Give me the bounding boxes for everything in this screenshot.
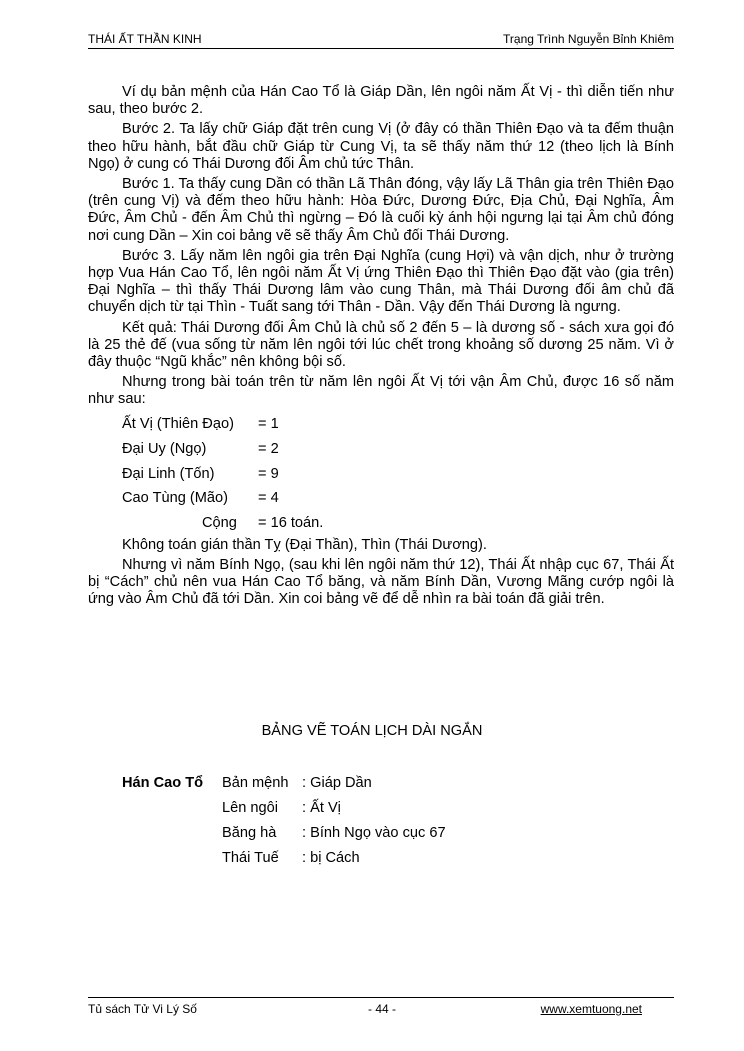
calc-term: Cao Tùng (Mão): [122, 490, 228, 507]
paragraph: Nhưng vì năm Bính Ngọ, (sau khi lên ngôi năm thứ 12), Thái Ất nhập cục 67, Thái Ất bị “Cách” chủ nên vua Hán Cao Tổ băng, và năm Bính Dần, Vương Mãng cướp ngôi là ứng vào Âm Chủ đã tới Dần. Xin coi bảng vẽ để dễ nhìn ra bài toán đã giải trên.: [88, 556, 674, 608]
calc-row: [122, 462, 674, 487]
info-table: [122, 770, 446, 871]
table-title: BẢNG VẼ TOÁN LỊCH DÀI NGẮN: [261, 723, 483, 739]
calc-total-row: [122, 511, 674, 536]
paragraph: Kết quả: Thái Dương đối Âm Chủ là chủ số 2 đến 5 – là dương số - sách xưa gọi đó là 25 thẻ đế (vua sống từ năm lên ngôi tới lúc chết trong khoảng số dương 25 năm. Vì ở đây thuộc “Ngũ khắc” nên không bội số.: [88, 319, 674, 371]
info-value: : Giáp Dần: [302, 774, 372, 791]
calc-row: [122, 437, 674, 462]
paragraph: Ví dụ bản mệnh của Hán Cao Tổ là Giáp Dần, lên ngôi năm Ất Vị - thì diễn tiến như sau, theo bước 2.: [88, 84, 674, 118]
calc-row: [122, 486, 674, 511]
paragraph: Không toán gián thần Tỵ (Đại Thần), Thìn (Thái Dương).: [122, 536, 487, 553]
page-header: [88, 30, 674, 49]
paragraph: Bước 1. Ta thấy cung Dần có thần Lã Thân đóng, vậy lấy Lã Thân gia trên Thiên Đạo (trên cung Vị) và đếm theo hữu hành: Hòa Đức, Dương Đức, Địa Chủ, Đại Nghĩa, Âm Đức, Âm Chủ - đến Âm Chủ thì ngừng – Đó là cuối kỳ ánh hội ngưng lại tại Âm chủ đóng nơi cung Dần – Xin coi bảng vẽ sẽ thấy Âm Chủ đối Thái Dương.: [88, 176, 674, 244]
page-footer: [88, 997, 674, 1020]
paragraph: Bước 2. Ta lấy chữ Giáp đặt trên cung Vị (ở đây có thần Thiên Đạo và ta đếm thuận theo hữu hành, bắt đầu chữ Giáp từ Cung Vị, ta sẽ thấy năm thứ 12 (theo lịch là Bính Ngọ) ở cung có Thái Dương đối Âm chủ tức Thân.: [88, 121, 674, 172]
calc-row: [122, 413, 674, 438]
info-row: [122, 770, 446, 795]
info-label: Thái Tuế: [222, 850, 279, 867]
info-person-name: Hán Cao Tổ: [122, 774, 204, 791]
info-row: [122, 846, 446, 871]
calc-value: = 2: [258, 440, 279, 457]
body-text: [88, 84, 674, 611]
calc-term: Đại Linh (Tốn): [122, 465, 215, 482]
info-row: [122, 820, 446, 845]
info-value: : Ất Vị: [302, 799, 341, 816]
info-row: [122, 795, 446, 820]
page-number: - 44 -: [368, 1002, 397, 1016]
calc-value: = 9: [258, 465, 279, 482]
calc-term: Cộng: [202, 514, 237, 531]
info-label: Băng hà: [222, 824, 277, 841]
info-value: : bị Cách: [302, 850, 360, 867]
footer-series: Tủ sách Tử Vi Lý Số: [88, 1002, 197, 1016]
info-label: Lên ngôi: [222, 799, 278, 816]
paragraph: Nhưng trong bài toán trên từ năm lên ngôi Ất Vị tới vận Âm Chủ, được 16 số năm như sau:: [88, 374, 674, 408]
calc-value: = 4: [258, 490, 279, 507]
calculation-list: [122, 413, 674, 536]
header-author: Trạng Trình Nguyễn Bỉnh Khiêm: [503, 32, 674, 46]
calc-term: Đại Uy (Ngọ): [122, 440, 207, 457]
website-link[interactable]: www.xemtuong.net: [540, 1002, 642, 1016]
paragraph: Bước 3. Lấy năm lên ngôi gia trên Đại Nghĩa (cung Hợi) và vận dịch, như ở trường hợp Vua Hán Cao Tổ, lên ngôi năm Ất Vị ứng Thiên Đạo thì Thiên Đạo đặt vào (gia trên) Đại Nghĩa – thì thấy Thái Dương lâm vào cung Thân, mà Thái Dương đối âm chủ đã chuyển dịch từ tại Thìn - Tuất sang tới Thân - Dần. Vậy đến Thái Dương là ngưng.: [88, 247, 674, 316]
info-label: Bản mệnh: [222, 774, 289, 791]
header-book-title: THÁI ẤT THẦN KINH: [88, 32, 202, 46]
calc-value: = 1: [258, 416, 279, 433]
info-value: : Bính Ngọ vào cục 67: [302, 824, 446, 841]
calc-term: Ất Vị (Thiên Đạo): [122, 416, 234, 433]
calc-value: = 16 toán.: [258, 514, 324, 531]
